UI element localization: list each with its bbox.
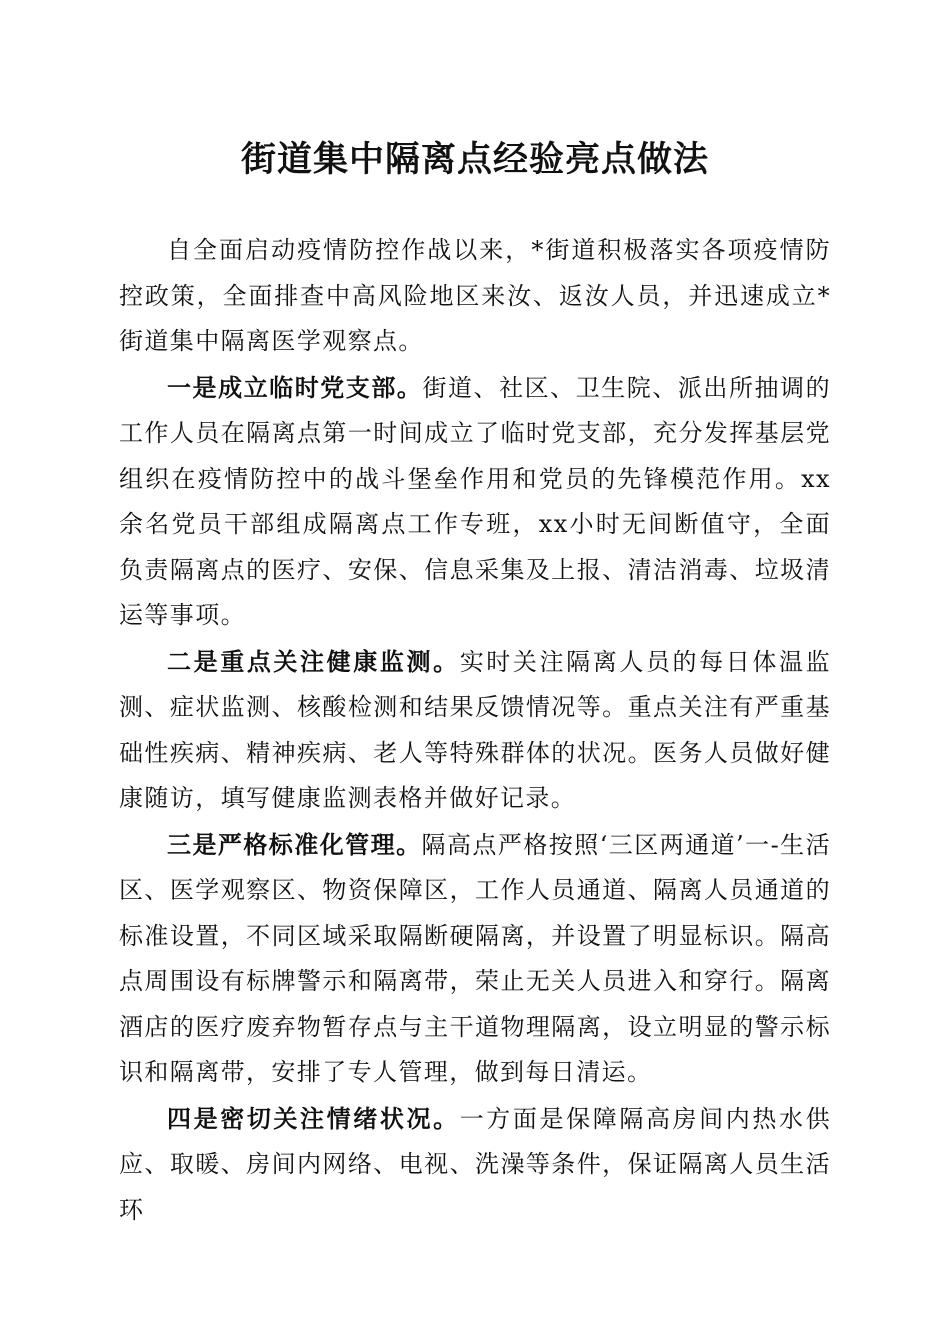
paragraph-text: 实时关注隔离人员的每日体温监测、症状监测、核酸检测和结果反馈情况等。重点关注有严重基础性疾病、精神疾病、老人等特殊群体的状况。医务人员做好健康随访，填写健康监测表格并做好记录。 [119, 647, 831, 812]
paragraph-lead: 一是成立临时党支部。 [167, 372, 423, 402]
paragraph-emotional-status [119, 1096, 831, 1234]
paragraph-lead: 二是重点关注健康监测。 [167, 646, 460, 676]
paragraph-party-branch [119, 365, 831, 639]
paragraph-lead: 三是严格标准化管理。 [167, 829, 422, 859]
paragraph-text: 一方面是保障隔高房间内热水供应、取暖、房间内网络、电视、洗澡等条件，保证隔离人员生活环 [119, 1104, 831, 1224]
paragraph-text: 自全面启动疫情防控作战以来，*街道积极落实各项疫情防控政策，全面排查中高风险地区来汝、返汝人员，并迅速成立*街道集中隔离医学观察点。 [119, 236, 831, 355]
document-body [119, 228, 831, 1233]
paragraph-text: 街道、社区、卫生院、派出所抽调的工作人员在隔离点第一时间成立了临时党支部，充分发挥基层党组织在疫情防控中的战斗堡垒作用和党员的先锋模范作用。xx余名党员干部组成隔离点工作专班，xx小时无间断值守，全面负责隔离点的医疗、安保、信息采集及上报、清洁消毒、垃圾清运等事项。 [119, 373, 831, 629]
paragraph-intro [119, 228, 831, 365]
paragraph-health-monitoring [119, 639, 831, 822]
paragraph-text: 隔高点严格按照‘三区两通道’一-生活区、医学观察区、物资保障区，工作人员通道、隔离人员通道的标准设置，不同区域采取隔断硬隔离，并设置了明显标识。隔高点周围设有标牌警示和隔离带，荣止无关人员进入和穿行。隔离酒店的医疗废弃物暂存点与主干道物理隔离，设立明显的警示标识和隔离带，安排了专人管理，做到每日清运。 [119, 830, 831, 1086]
document-title: 街道集中隔离点经验亮点做法 [240, 139, 709, 180]
paragraph-standard-management [119, 822, 831, 1096]
paragraph-lead: 四是密切关注情绪状况。 [167, 1103, 460, 1133]
